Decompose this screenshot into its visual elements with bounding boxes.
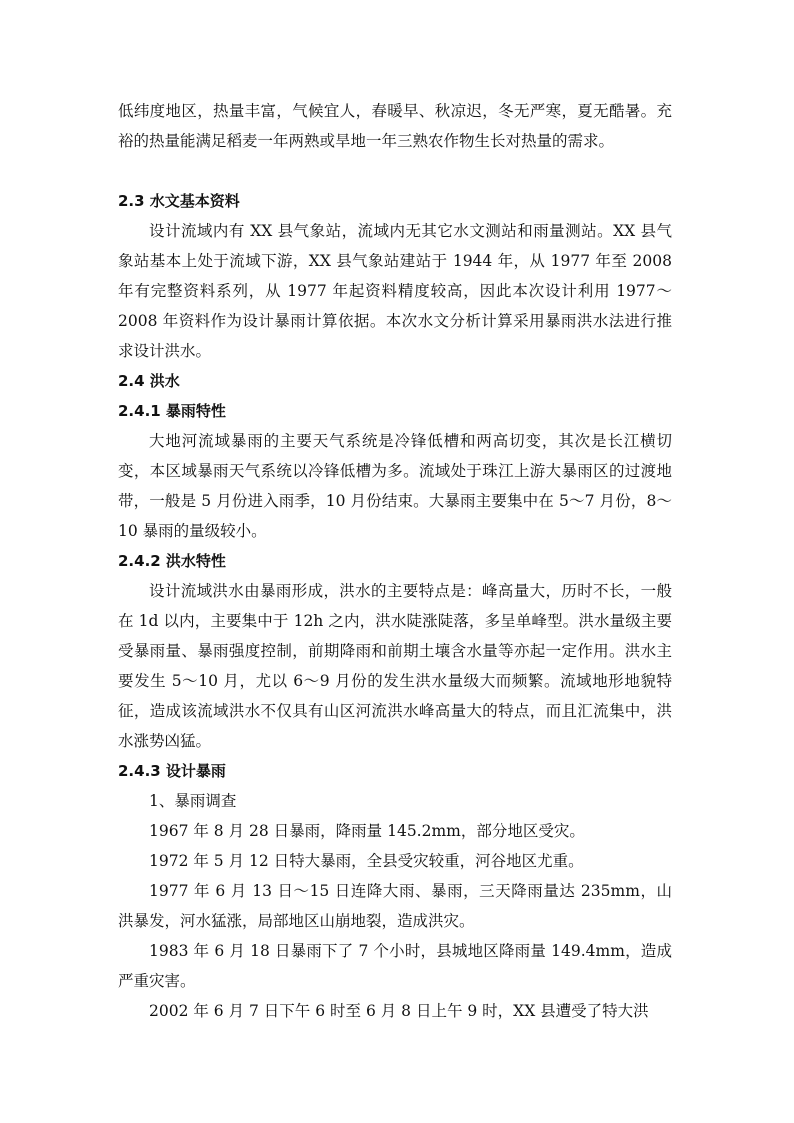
section-2-3-paragraph: 设计流域内有 XX 县气象站，流域内无其它水文测站和雨量测站。XX 县气象站基本上处于流域下游，XX 县气象站建站于 1944 年，从 1977 年至 2008 年有完整资料系列，从 1977 年起资料精度较高，因此本次设计利用 1977～2008 年资料作为设计暴雨计算依据。本次水文分析计算采用暴雨洪水法进行推求设计洪水。 xyxy=(118,222,672,360)
event-item: 1967 年 8 月 28 日暴雨，降雨量 145.2mm，部分地区受灾。 xyxy=(149,822,585,840)
event-item: 2002 年 6 月 7 日下午 6 时至 6 月 8 日上午 9 时，XX 县遭受了特大洪 xyxy=(149,1002,649,1020)
document-page xyxy=(118,96,672,1026)
section-2-4-1-paragraph: 大地河流域暴雨的主要天气系统是冷锋低槽和两高切变，其次是长江横切变，本区域暴雨天气系统以冷锋低槽为多。流域处于珠江上游大暴雨区的过渡地带，一般是 5 月份进入雨季，10 月份结束。大暴雨主要集中在 5～7 月份，8～10 暴雨的量级较小。 xyxy=(118,432,672,540)
spacer xyxy=(118,156,672,186)
section-heading-2-4-3: 2.4.3 设计暴雨 xyxy=(118,762,226,780)
event-item: 1977 年 6 月 13 日～15 日连降大雨、暴雨，三天降雨量达 235mm，山洪暴发，河水猛涨，局部地区山崩地裂，造成洪灾。 xyxy=(118,882,672,930)
section-heading-2-4: 2.4 洪水 xyxy=(118,372,180,390)
subsection-rainstorm-survey: 1、暴雨调查 xyxy=(149,792,237,810)
section-heading-2-3: 2.3 水文基本资料 xyxy=(118,192,240,210)
event-item: 1983 年 6 月 18 日暴雨下了 7 个小时，县城地区降雨量 149.4mm，造成严重灾害。 xyxy=(118,942,672,990)
section-heading-2-4-1: 2.4.1 暴雨特性 xyxy=(118,402,226,420)
event-item: 1972 年 5 月 12 日特大暴雨，全县受灾较重，河谷地区尤重。 xyxy=(149,852,584,870)
intro-paragraph: 低纬度地区，热量丰富，气候宜人，春暖早、秋凉迟，冬无严寒，夏无酷暑。充裕的热量能满足稻麦一年两熟或旱地一年三熟农作物生长对热量的需求。 xyxy=(118,102,672,150)
section-heading-2-4-2: 2.4.2 洪水特性 xyxy=(118,552,226,570)
section-2-4-2-paragraph: 设计流域洪水由暴雨形成，洪水的主要特点是：峰高量大，历时不长，一般在 1d 以内，主要集中于 12h 之内，洪水陡涨陡落，多呈单峰型。洪水量级主要受暴雨量、暴雨强度控制，前期降雨和前期土壤含水量等亦起一定作用。洪水主要发生 5～10 月，尤以 6～9 月份的发生洪水量级大而频繁。流域地形地貌特征，造成该流域洪水不仅具有山区河流洪水峰高量大的特点，而且汇流集中，洪水涨势凶猛。 xyxy=(118,582,672,750)
